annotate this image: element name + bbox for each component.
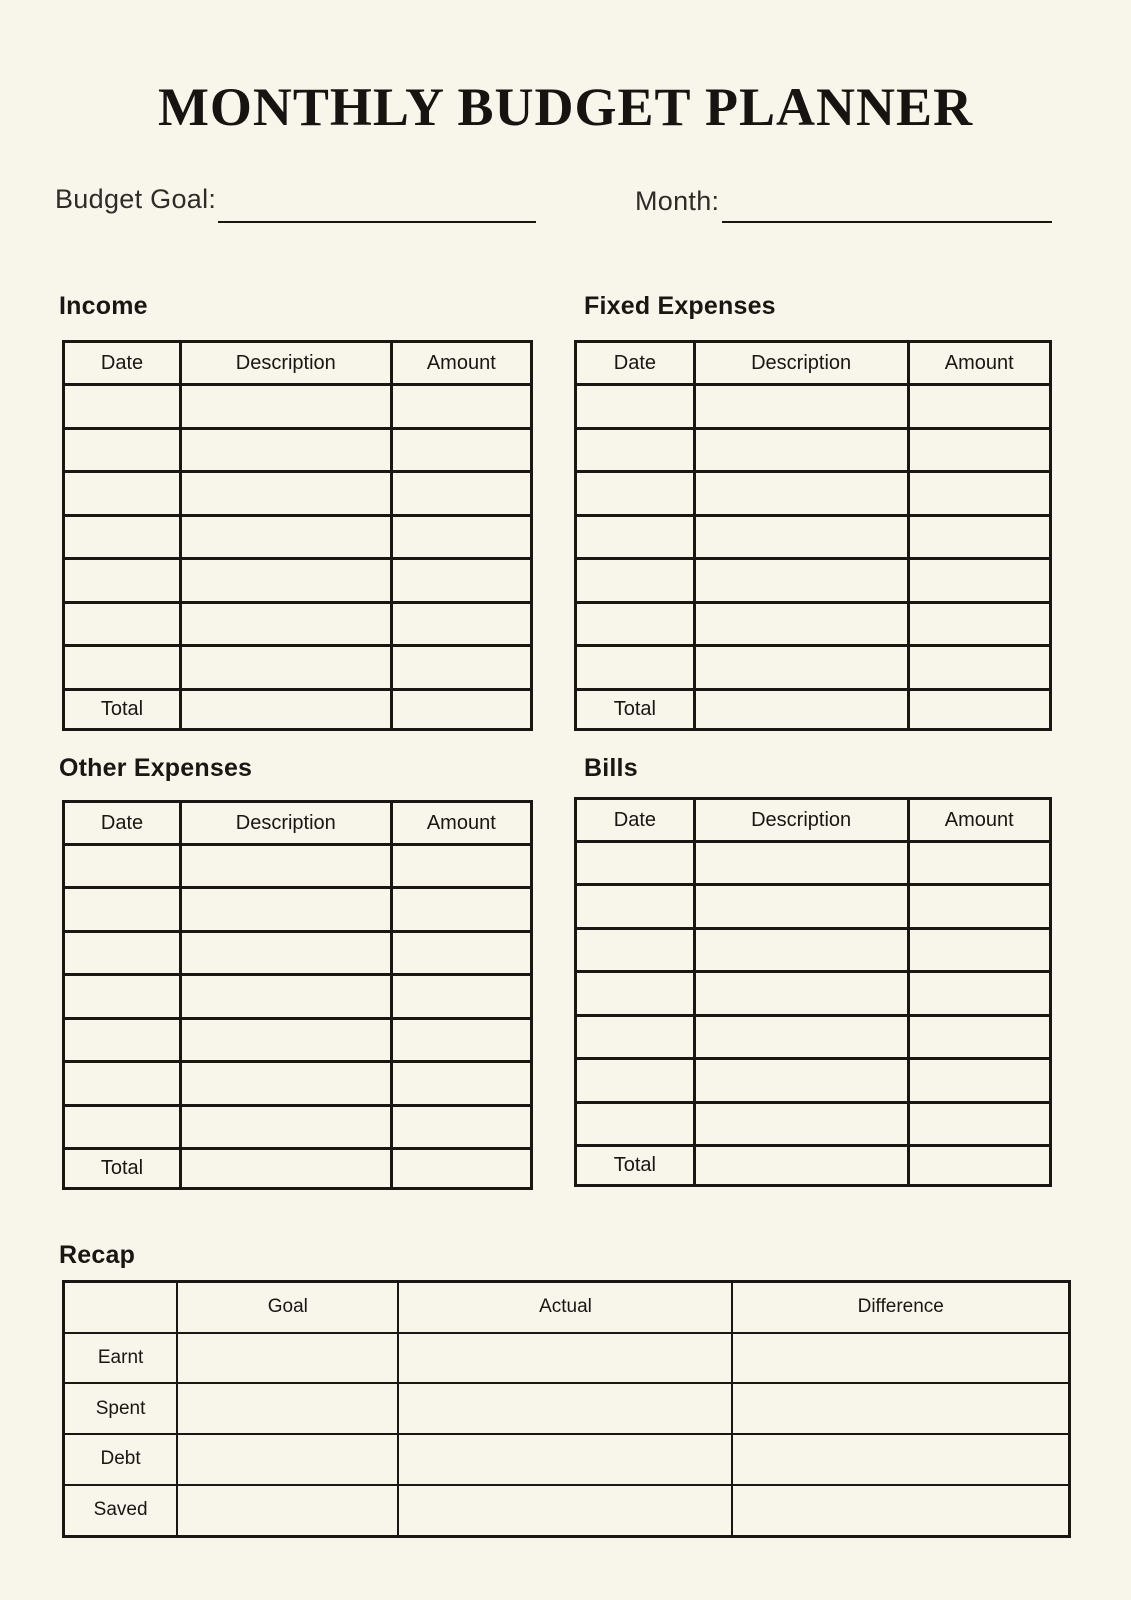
amount-cell[interactable]	[391, 559, 531, 603]
description-cell[interactable]	[694, 472, 908, 516]
table-row	[64, 515, 532, 559]
total-label-cell: Total	[64, 1149, 181, 1189]
table-row	[64, 472, 532, 516]
income-section-title: Income	[59, 292, 148, 320]
amount-cell[interactable]	[908, 559, 1051, 603]
bills-table	[574, 797, 1052, 1187]
total-row	[64, 1149, 532, 1189]
amount-cell[interactable]	[908, 1015, 1051, 1058]
description-cell[interactable]	[181, 931, 392, 974]
amount-cell[interactable]	[391, 385, 531, 429]
table-row	[576, 1015, 1051, 1058]
recap-difference-cell[interactable]	[732, 1434, 1069, 1485]
amount-cell[interactable]	[908, 602, 1051, 646]
amount-cell[interactable]	[908, 885, 1051, 928]
amount-cell[interactable]	[391, 845, 531, 888]
amount-cell[interactable]	[908, 928, 1051, 971]
date-cell[interactable]	[64, 602, 181, 646]
recap-row-earnt	[64, 1333, 1070, 1384]
total-amount-cell[interactable]	[391, 1149, 531, 1189]
table-row	[576, 602, 1051, 646]
fixed-expenses-section-title: Fixed Expenses	[584, 292, 776, 320]
amount-cell[interactable]	[391, 428, 531, 472]
description-cell[interactable]	[694, 885, 908, 928]
description-cell[interactable]	[181, 1105, 392, 1148]
description-cell[interactable]	[181, 428, 392, 472]
amount-cell[interactable]	[391, 931, 531, 974]
table-row	[576, 472, 1051, 516]
description-cell[interactable]	[694, 646, 908, 690]
date-cell[interactable]	[64, 931, 181, 974]
recap-goal-cell[interactable]	[177, 1485, 398, 1537]
table-row	[64, 385, 532, 429]
total-amount-cell[interactable]	[908, 690, 1051, 730]
table-row	[576, 385, 1051, 429]
recap-actual-cell[interactable]	[398, 1485, 732, 1537]
table-row	[576, 1059, 1051, 1102]
date-cell[interactable]	[576, 885, 695, 928]
recap-actual-cell[interactable]	[398, 1333, 732, 1384]
description-cell[interactable]	[694, 928, 908, 971]
column-header-amount: Amount	[391, 342, 531, 385]
date-cell[interactable]	[64, 428, 181, 472]
date-cell[interactable]	[64, 1105, 181, 1148]
table-row	[64, 888, 532, 931]
column-header-amount: Amount	[908, 799, 1051, 842]
table-row	[64, 845, 532, 888]
date-cell[interactable]	[576, 559, 695, 603]
description-cell[interactable]	[694, 1015, 908, 1058]
column-header-description: Description	[181, 802, 392, 845]
table-header-row	[576, 342, 1051, 385]
date-cell[interactable]	[64, 888, 181, 931]
date-cell[interactable]	[64, 385, 181, 429]
table-row	[576, 972, 1051, 1015]
table-header-row	[64, 802, 532, 845]
column-header-amount: Amount	[908, 342, 1051, 385]
date-cell[interactable]	[576, 1015, 695, 1058]
date-cell[interactable]	[64, 1018, 181, 1061]
description-cell[interactable]	[694, 972, 908, 1015]
table-row	[576, 515, 1051, 559]
column-header-description: Description	[694, 799, 908, 842]
recap-difference-cell[interactable]	[732, 1383, 1069, 1434]
description-cell[interactable]	[181, 472, 392, 516]
description-cell[interactable]	[181, 559, 392, 603]
date-cell[interactable]	[64, 559, 181, 603]
table-header-row	[64, 342, 532, 385]
table-row	[64, 975, 532, 1018]
description-cell[interactable]	[694, 428, 908, 472]
total-label-cell: Total	[576, 690, 695, 730]
recap-row-label: Spent	[64, 1383, 178, 1434]
column-header-date: Date	[64, 342, 181, 385]
table-row	[576, 646, 1051, 690]
total-label-cell: Total	[64, 690, 181, 730]
column-header-description: Description	[181, 342, 392, 385]
other-expenses-section-title: Other Expenses	[59, 754, 253, 782]
amount-cell[interactable]	[908, 385, 1051, 429]
other-expenses-table	[62, 800, 533, 1190]
table-row	[64, 646, 532, 690]
recap-goal-cell[interactable]	[177, 1434, 398, 1485]
recap-row-label: Earnt	[64, 1333, 178, 1384]
description-cell[interactable]	[181, 975, 392, 1018]
description-cell[interactable]	[181, 646, 392, 690]
date-cell[interactable]	[576, 472, 695, 516]
total-description-cell[interactable]	[694, 1146, 908, 1186]
total-row	[576, 690, 1051, 730]
amount-cell[interactable]	[391, 472, 531, 516]
recap-actual-cell[interactable]	[398, 1434, 732, 1485]
table-row	[576, 842, 1051, 885]
recap-row-debt	[64, 1434, 1070, 1485]
date-cell[interactable]	[64, 515, 181, 559]
total-amount-cell[interactable]	[391, 690, 531, 730]
description-cell[interactable]	[181, 1062, 392, 1105]
date-cell[interactable]	[64, 975, 181, 1018]
page-title: MONTHLY BUDGET PLANNER	[157, 77, 974, 137]
amount-cell[interactable]	[908, 1059, 1051, 1102]
table-row	[64, 931, 532, 974]
amount-cell[interactable]	[391, 975, 531, 1018]
amount-cell[interactable]	[391, 602, 531, 646]
table-row	[64, 1105, 532, 1148]
amount-cell[interactable]	[391, 888, 531, 931]
amount-cell[interactable]	[908, 515, 1051, 559]
recap-row-label: Debt	[64, 1434, 178, 1485]
date-cell[interactable]	[576, 385, 695, 429]
amount-cell[interactable]	[391, 646, 531, 690]
description-cell[interactable]	[181, 888, 392, 931]
amount-cell[interactable]	[391, 515, 531, 559]
date-cell[interactable]	[576, 428, 695, 472]
table-header-row	[576, 799, 1051, 842]
date-cell[interactable]	[576, 602, 695, 646]
amount-cell[interactable]	[391, 1105, 531, 1148]
date-cell[interactable]	[576, 515, 695, 559]
table-row	[64, 602, 532, 646]
budget-goal-input[interactable]	[218, 221, 536, 223]
table-row	[64, 1062, 532, 1105]
recap-header-row	[64, 1282, 1070, 1333]
date-cell[interactable]	[64, 472, 181, 516]
description-cell[interactable]	[181, 515, 392, 559]
description-cell[interactable]	[181, 1018, 392, 1061]
budget-goal-label: Budget Goal:	[55, 184, 217, 214]
recap-row-spent	[64, 1383, 1070, 1434]
total-description-cell[interactable]	[694, 690, 908, 730]
recap-actual-cell[interactable]	[398, 1383, 732, 1434]
table-row	[576, 1102, 1051, 1145]
fixed-expenses-table	[574, 340, 1052, 731]
recap-header-difference: Difference	[732, 1282, 1069, 1333]
table-row	[576, 428, 1051, 472]
description-cell[interactable]	[694, 559, 908, 603]
recap-header-actual: Actual	[398, 1282, 732, 1333]
recap-table	[62, 1280, 1071, 1538]
recap-difference-cell[interactable]	[732, 1333, 1069, 1384]
column-header-date: Date	[64, 802, 181, 845]
date-cell[interactable]	[64, 646, 181, 690]
total-amount-cell[interactable]	[908, 1146, 1051, 1186]
description-cell[interactable]	[694, 385, 908, 429]
amount-cell[interactable]	[908, 472, 1051, 516]
total-label-cell: Total	[576, 1146, 695, 1186]
amount-cell[interactable]	[908, 428, 1051, 472]
column-header-description: Description	[694, 342, 908, 385]
recap-corner-cell	[64, 1282, 178, 1333]
table-row	[64, 559, 532, 603]
amount-cell[interactable]	[391, 1018, 531, 1061]
recap-goal-cell[interactable]	[177, 1333, 398, 1384]
total-description-cell[interactable]	[181, 1149, 392, 1189]
recap-goal-cell[interactable]	[177, 1383, 398, 1434]
amount-cell[interactable]	[908, 972, 1051, 1015]
date-cell[interactable]	[576, 972, 695, 1015]
column-header-date: Date	[576, 342, 695, 385]
date-cell[interactable]	[576, 646, 695, 690]
amount-cell[interactable]	[391, 1062, 531, 1105]
description-cell[interactable]	[694, 1059, 908, 1102]
table-row	[576, 559, 1051, 603]
date-cell[interactable]	[64, 845, 181, 888]
recap-row-label: Saved	[64, 1485, 178, 1537]
description-cell[interactable]	[694, 515, 908, 559]
description-cell[interactable]	[694, 602, 908, 646]
table-row	[64, 1018, 532, 1061]
total-description-cell[interactable]	[181, 690, 392, 730]
column-header-date: Date	[576, 799, 695, 842]
description-cell[interactable]	[694, 842, 908, 885]
date-cell[interactable]	[576, 842, 695, 885]
table-row	[64, 428, 532, 472]
recap-difference-cell[interactable]	[732, 1485, 1069, 1537]
description-cell[interactable]	[181, 845, 392, 888]
bills-section-title: Bills	[584, 754, 638, 782]
description-cell[interactable]	[181, 602, 392, 646]
recap-section-title: Recap	[59, 1241, 136, 1269]
description-cell[interactable]	[694, 1102, 908, 1145]
description-cell[interactable]	[181, 385, 392, 429]
date-cell[interactable]	[576, 1102, 695, 1145]
date-cell[interactable]	[64, 1062, 181, 1105]
table-row	[576, 928, 1051, 971]
recap-row-saved	[64, 1485, 1070, 1537]
recap-header-goal: Goal	[177, 1282, 398, 1333]
amount-cell[interactable]	[908, 842, 1051, 885]
date-cell[interactable]	[576, 928, 695, 971]
amount-cell[interactable]	[908, 646, 1051, 690]
column-header-amount: Amount	[391, 802, 531, 845]
table-row	[576, 885, 1051, 928]
amount-cell[interactable]	[908, 1102, 1051, 1145]
month-input[interactable]	[722, 221, 1052, 223]
income-table	[62, 340, 533, 731]
date-cell[interactable]	[576, 1059, 695, 1102]
month-label: Month:	[635, 186, 720, 216]
total-row	[576, 1146, 1051, 1186]
total-row	[64, 690, 532, 730]
